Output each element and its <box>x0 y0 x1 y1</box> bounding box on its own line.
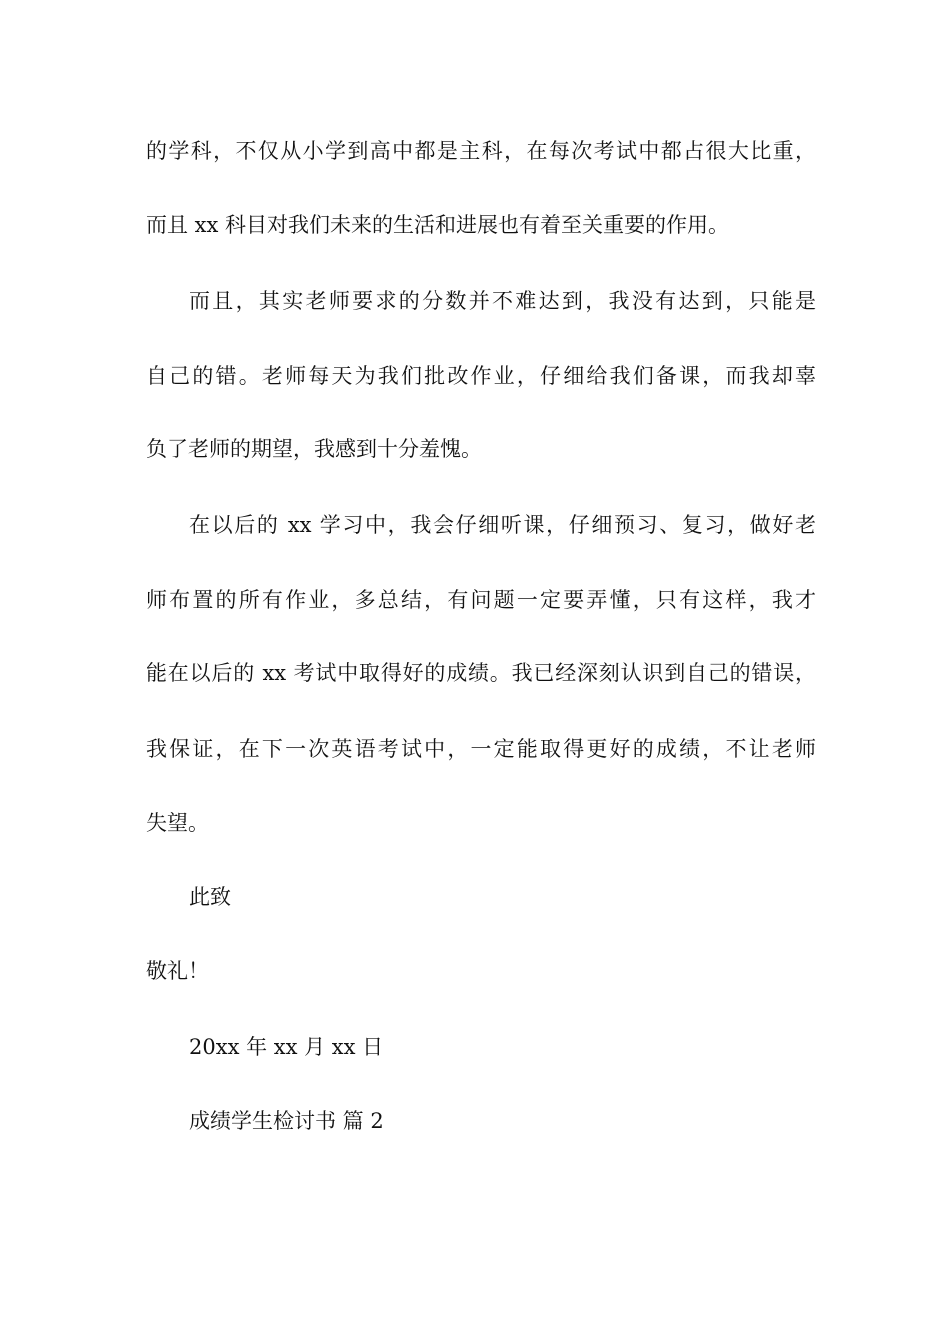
paragraph-line-6: 在以后的 xx 学习中，我会仔细听课，仔细预习、复习，做好老 <box>189 513 816 537</box>
paragraph-line-5: 负了老师的期望，我感到十分羞愧。 <box>146 437 482 461</box>
salute-text: 敬礼！ <box>146 959 209 983</box>
paragraph-line-7: 师布置的所有作业，多总结，有问题一定要弄懂，只有这样，我才 <box>146 588 816 612</box>
paragraph-line-10: 失望。 <box>146 811 209 835</box>
closing-text: 此致 <box>189 885 231 909</box>
paragraph-line-8: 能在以后的 xx 考试中取得好的成绩。我已经深刻认识到自己的错误， <box>146 661 816 685</box>
paragraph-line-1: 的学科，不仅从小学到高中都是主科，在每次考试中都占很大比重， <box>146 139 816 163</box>
paragraph-line-3: 而且，其实老师要求的分数并不难达到，我没有达到，只能是 <box>189 289 816 313</box>
paragraph-line-9: 我保证，在下一次英语考试中，一定能取得更好的成绩，不让老师 <box>146 737 816 761</box>
paragraph-line-2: 而且 xx 科目对我们未来的生活和进展也有着至关重要的作用。 <box>146 213 730 237</box>
next-section-title: 成绩学生检讨书 篇 2 <box>189 1109 384 1133</box>
paragraph-line-4: 自己的错。老师每天为我们批改作业，仔细给我们备课，而我却辜 <box>146 364 816 388</box>
date-text: 20xx 年 xx 月 xx 日 <box>189 1035 384 1059</box>
